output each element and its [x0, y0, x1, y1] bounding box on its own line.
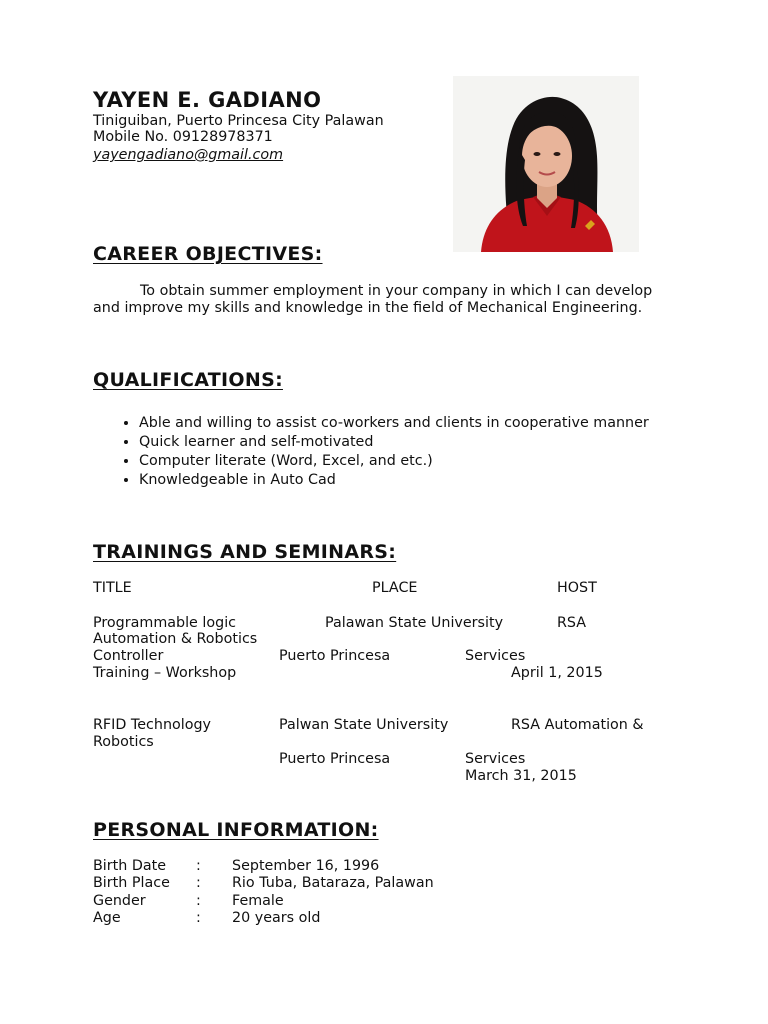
training-host-line: RSA Automation &: [511, 717, 644, 733]
training-host-line: Services: [465, 751, 526, 767]
training-title-line: Training – Workshop: [93, 665, 237, 681]
training-place-line: Palwan State University: [279, 717, 449, 733]
training-place-line: Puerto Princesa: [279, 751, 391, 767]
qualifications-heading: QUALIFICATIONS:: [93, 369, 283, 391]
qualifications-list: [115, 415, 679, 491]
column-header-title: TITLE: [93, 580, 132, 596]
separator: :: [196, 893, 201, 909]
training-place-line: Palawan State University: [325, 615, 504, 631]
contact-mobile: Mobile No. 09128978371: [93, 129, 273, 145]
training-title-line: Automation & Robotics: [93, 631, 258, 647]
training-host-line: Services: [465, 648, 526, 664]
training-place-line: Puerto Princesa: [279, 648, 391, 664]
training-date: April 1, 2015: [511, 665, 603, 681]
contact-address: Tiniguiban, Puerto Princesa City Palawan: [93, 113, 384, 129]
birth-date-value: September 16, 1996: [232, 858, 380, 874]
training-title-line: Controller: [93, 648, 164, 664]
list-item: • Quick learner and self-motivated: [139, 434, 679, 451]
training-title-line: Programmable logic: [93, 615, 237, 631]
training-title-line: Robotics: [93, 734, 154, 750]
separator: :: [196, 875, 201, 891]
training-host-line: RSA: [557, 615, 587, 631]
separator: :: [196, 910, 201, 926]
list-item: • Able and willing to assist co-workers and clients in cooperative manner: [139, 415, 679, 432]
list-item: • Knowledgeable in Auto Cad: [139, 472, 679, 489]
gender-value: Female: [232, 893, 284, 909]
birth-date-label: Birth Date: [93, 858, 167, 874]
contact-email-link[interactable]: yayengadiano@gmail.com: [93, 147, 284, 163]
column-header-host: HOST: [557, 580, 597, 596]
career-objectives-heading: CAREER OBJECTIVES:: [93, 243, 323, 265]
birth-place-label: Birth Place: [93, 875, 170, 891]
age-label: Age: [93, 910, 121, 926]
trainings-seminars-heading: TRAININGS AND SEMINARS:: [93, 541, 397, 563]
gender-label: Gender: [93, 893, 146, 909]
training-date: March 31, 2015: [465, 768, 577, 784]
training-title-line: RFID Technology: [93, 717, 212, 733]
personal-information-heading: PERSONAL INFORMATION:: [93, 819, 379, 841]
profile-photo: [453, 76, 639, 252]
applicant-name: YAYEN E. GADIANO: [93, 88, 322, 112]
career-objective-text: To obtain summer employment in your company in which I can develop and improve my skills and knowledge in the field of Mechanical Engineering.: [93, 283, 653, 316]
column-header-place: PLACE: [372, 580, 418, 596]
birth-place-value: Rio Tuba, Bataraza, Palawan: [232, 875, 434, 891]
separator: :: [196, 858, 201, 874]
age-value: 20 years old: [232, 910, 321, 926]
list-item: • Computer literate (Word, Excel, and etc.): [139, 453, 679, 470]
